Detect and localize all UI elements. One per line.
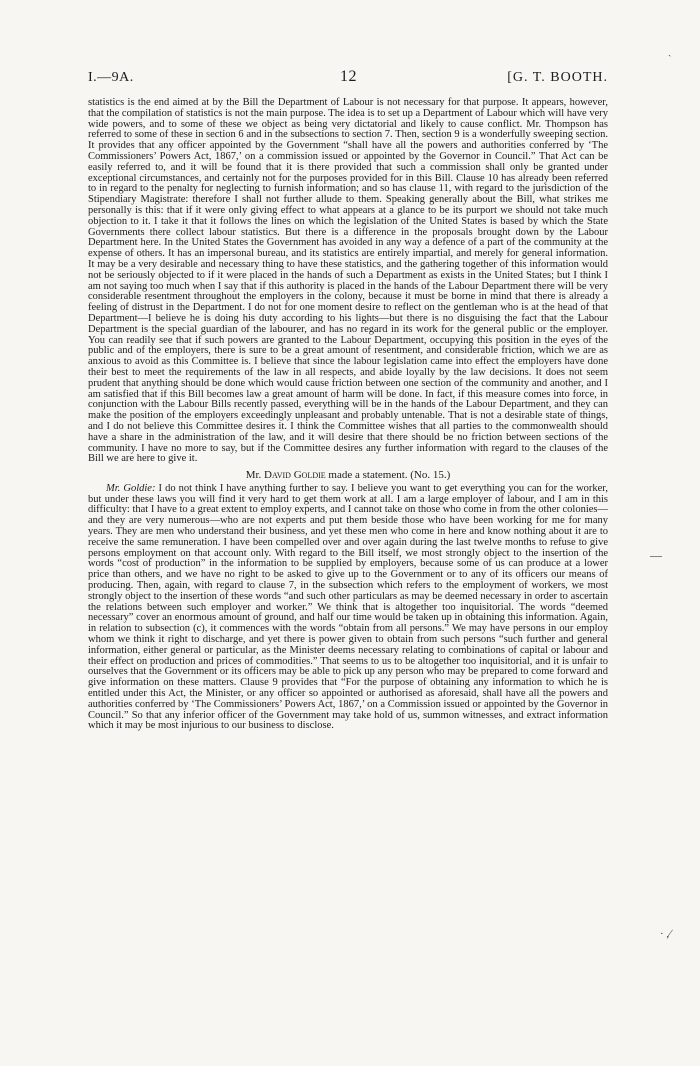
margin-mark-middle: — (650, 548, 662, 562)
statement-speaker-name: David Goldie (264, 469, 326, 482)
paragraph-booth-continued: statistics is the end aimed at by the Bill the Department of Labour is not necessary for that purpose. It appears, however, that the compilation of statistics is not the main purpose. The idea is to set up a Department of Labour which will have very wide powers, and to some of these we object as being very dictatorial and likely to cause conflict. Mr. Thompson has referred to some of these in section 6 and in the subsections to section 7. Then, section 9 is a wonderfully sweeping section. It provides that any officer appointed by the Government “shall have all the powers and authorities conferred by ‘The Commissioners’ Powers Act, 1867,’ on a commission issued or appointed by the Governor in Council.” That Act can be easily referred to, and it will be found that it is there provided that such a commission shall only be granted under exceptional circumstances, and certainly not for the purposes provided for in this Bill. Clause 10 has already been referred to in regard to the penalty for neglecting to furnish information; and so has clause 11, with regard to the jurisdiction of the Stipendiary Magistrate: therefore I shall not further allude to them. Speaking generally about the Bill, what strikes me personally is this: that if it were only giving effect to what appears at a glance to be its purport we should not take much objection to it. I take it that it follows the lines on which the legislation of the United States is based by which the State Governments there collect labour statistics. But there is a difference in the proposals brought down by the Labour Department here. In the United States the Government has avoided in any way a defence of a part of the community at the expense of others. It has an impersonal bureau, and its statistics are entirely impartial, and merely for general information. It may be a very desirable and necessary thing to have these statistics, and the gathering together of this information would not be seriously objected to if it were placed in the hands of such a Department as exists in the United States; but I think I am not saying too much when I say that if this authority is placed in the hands of the Labour Department there will be very considerable resentment throughout the employers in the colony, because it must be borne in mind that there is already a feeling of distrust in the Department. I do not for one moment desire to reflect on the gentleman who is at the head of that Department—I believe he is doing his duty according to his lights—but there is no disguising the fact that the Labour Department is the special guardian of the labourer, and has no regard in its work for the general public or the employer. You can readily see that if such powers are granted to the Labour Department, occupying this position in the eyes of the public and of the employers, there is sure to be a great amount of resentment, and considerable friction, which we are as anxious to avoid as this Committee is. I believe that since the labour legislation came into effect the employers have done their best to meet the requirements of the law in all respects, and abide loyally by the law decisions. It does not seem prudent that anything should be done which would cause friction between one section of the community and another, and I am satisfied that if this Bill becomes law a great amount of harm will be done. In fact, if this measure comes into force, in conjunction with the Labour Bills recently passed, everything will be in the hands of the Labour Department, and they can make the position of the employers exceedingly unpleasant and probably untenable. That is not a desirable state of things, and I do not believe this Committee desires it. I think the Committee wishes that all parties to the commonwealth should have a share in the administration of the law, and it will desire that there should be no friction between sections of the community. I have no more to say, but if the Committee desires any further information with regard to the clauses of the Bill we are here to give it. (88, 97, 608, 465)
page-number: 12 (340, 68, 357, 85)
paragraph-speaker: Mr. Goldie: (106, 482, 156, 494)
paragraph-goldie-text: I do not think I have anything further to say. I believe you want to get everything you can for the worker, but under these laws you will find it very hard to get them work at all. I am a large employer of labour, and I am in this difficulty: that I have to a great extent to employ experts, and I cannot take on those who come in from the other colonies—and they are very numerous—who are not experts and put them beside those who have been working for me for many years. They are men who understand their business, and yet these men who come in here and know nothing about it are to receive the same remuneration. I have been compelled over and over again during the last twelve months to refuse to give persons employment on that account only. With regard to the Bill itself, we most strongly object to the insertion of the words “cost of production” in the information to be supplied by employers, because some of us can produce at a lower price than others, and we have no right to be asked to give up to the Government or to any of its officers our means of producing. Then, again, with regard to clause 7, in the subsection which refers to the employment of workers, we most strongly object to the insertion of these words “and such other particulars as may be deemed necessary in order to ascertain the relations between such employer and worker.” We think that is altogether too inquisitorial. The words “deemed necessary” cover an enormous amount of ground, and half our time would be taken up in obtaining this information. Again, in relation to subsection (c), it commences with the words “obtain from all persons.” We may have persons in our employ whom we think it right to discharge, and yet there is power given to obtain from such persons “such further and general information, either general or particular, as the Minister deems necessary relating to combinations of capital or labour and their effect on production and prices of commodities.” That seems to us to be altogether too inquisitorial, and it is unfair to ourselves that the Government or its officers may be able to pick up any person who may be prepared to come forward and give information on these matters. Clause 9 provides that “For the purpose of obtaining any information to which he is entitled under this Act, the Minister, or any officer so appointed or authorised as aforesaid, shall have all the powers and authorities conferred by ‘The Commissioners’ Powers Act, 1867,’ on a Commission issued or appointed by the Governor in Council.” So that any inferior officer of the Government may take hold of us, summon witnesses, and extract information which it may be most injurious to our business to disclose. (88, 482, 609, 732)
document-body (88, 98, 608, 732)
margin-mark-top: ˎ (668, 46, 672, 57)
statement-heading (88, 470, 608, 481)
statement-prefix: Mr. (245, 469, 262, 482)
statement-suffix: made a statement. (No. 15.) (328, 469, 451, 482)
page-header (88, 70, 608, 90)
header-speaker: [G. T. BOOTH. (507, 70, 608, 85)
document-reference: I.—9A. (88, 70, 134, 85)
paragraph-goldie (88, 484, 608, 732)
margin-mark-lower: · ,∕ (660, 928, 671, 940)
